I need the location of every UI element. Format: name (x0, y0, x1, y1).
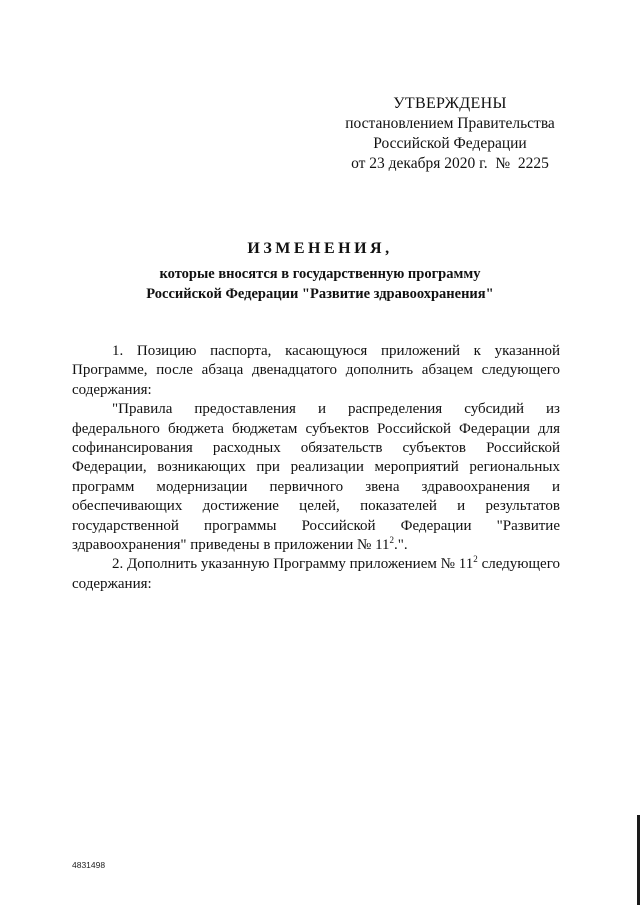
paragraph-3 (72, 555, 560, 594)
document-code: 4831498 (72, 860, 106, 870)
approval-heading: УТВЕРЖДЕНЫ (393, 95, 507, 112)
document-body (72, 342, 560, 594)
paragraph-3-tail: следующего содержания: (72, 556, 560, 592)
approval-block (340, 94, 560, 174)
paragraph-2 (72, 400, 560, 555)
paragraph-2-text: "Правила предоставления и распределения субсидий из федерального бюджета бюджетам субъектов Российской Федерации для софинансирования расходных обязательств субъектов Российской Федерации, возникающих при реализации мероприятий региональных программ модернизации первичного звена здравоохранения и обеспечивающих достижение целей, показателей и результатов государственной программы Российской Федерации "Развитие здравоохранения" приведены в приложении № 11 (72, 401, 560, 554)
paragraph-2-tail: .". (394, 537, 408, 554)
approval-line-3: от 23 декабря 2020 г. № 2225 (351, 155, 549, 172)
paragraph-3-superscript: 2 (473, 554, 478, 565)
subtitle-line-1: которые вносятся в государственную программу (159, 266, 481, 282)
paragraph-2-superscript: 2 (389, 535, 395, 546)
document-title: ИЗМЕНЕНИЯ, (247, 240, 393, 257)
subtitle-line-2: Российской Федерации "Развитие здравоохранения" (146, 286, 494, 302)
approval-line-1: постановлением Правительства (345, 115, 555, 132)
document-subtitle (0, 264, 640, 304)
paragraph-1: 1. Позицию паспорта, касающуюся приложений к указанной Программе, после абзаца двенадцатого дополнить абзацем следующего содержания: (72, 343, 560, 398)
paragraph-3-text: 2. Дополнить указанную Программу приложением № 11 (112, 556, 474, 573)
approval-line-2: Российской Федерации (373, 135, 527, 152)
